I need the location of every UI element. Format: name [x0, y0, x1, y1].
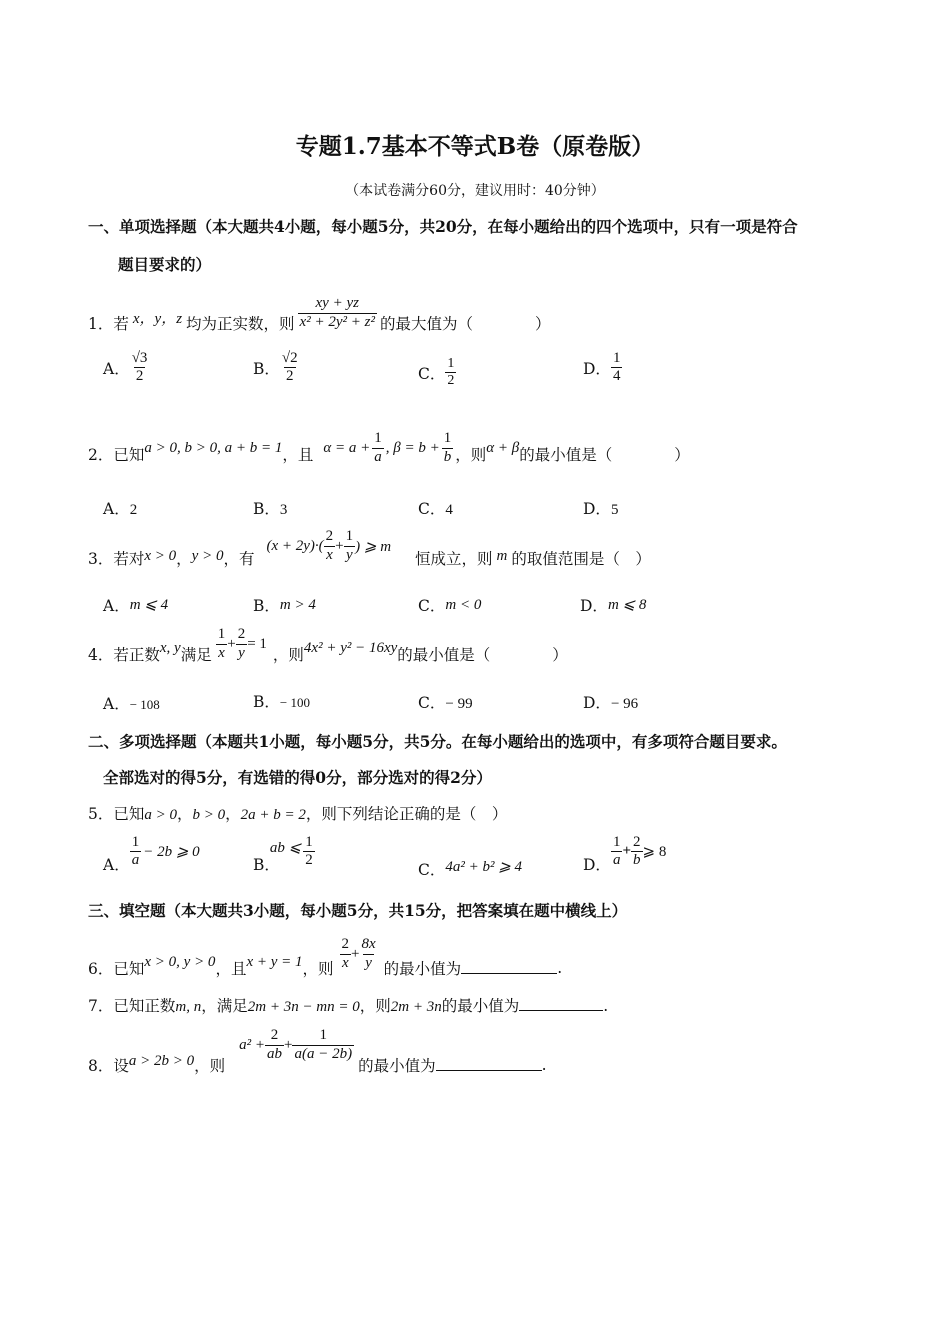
- q1-option-c-frac: [445, 356, 456, 389]
- q5-option-a-rest: − 2b ⩾ 0: [143, 844, 200, 861]
- q5-option-d[interactable]: [583, 834, 667, 874]
- q2-expression: α + β: [486, 439, 520, 456]
- q4-frac-1-den: x: [218, 644, 225, 661]
- q2-option-a[interactable]: [103, 497, 137, 519]
- q6-frac-2: [360, 936, 378, 972]
- q1-option-a[interactable]: [103, 350, 149, 386]
- q5-option-d-f2-den: b: [633, 852, 641, 869]
- q5-option-b-frac: [303, 834, 315, 870]
- q3-sep: ，: [176, 550, 192, 568]
- q5-option-c[interactable]: [418, 858, 522, 880]
- q1-suffix: 的最大值为（ ）: [379, 315, 551, 333]
- q2-option-c[interactable]: [418, 497, 453, 519]
- q2-option-c-value: 4: [445, 502, 453, 518]
- page-title: 专题1.7基本不等式B卷（原卷版）: [295, 133, 655, 160]
- q1-option-a-den: 2: [135, 368, 144, 385]
- q3-frac-2-den: y: [346, 546, 353, 563]
- q1-fraction-denominator: x² + 2y² + z²: [299, 313, 375, 330]
- q2-option-d-label: D．: [583, 500, 611, 518]
- q1-option-a-label: A．: [103, 359, 130, 378]
- q7-suffix: 的最小值为: [441, 997, 520, 1015]
- q1-option-b[interactable]: [253, 350, 300, 386]
- q1-option-c[interactable]: [418, 356, 456, 389]
- q4-suffix: 的最小值是（ ）: [397, 646, 568, 664]
- q6-mid2: ，则: [302, 960, 334, 978]
- q2-option-c-label: C．: [418, 500, 446, 518]
- q6-frac-2-den: y: [365, 954, 372, 971]
- q2-mid2: ，则: [455, 446, 487, 464]
- q4-plus: +: [227, 635, 236, 652]
- q4-option-b-label: B．: [253, 693, 280, 711]
- q4-frac-1-num: 1: [217, 626, 226, 643]
- q3-var-m: m: [496, 547, 508, 564]
- q7-answer-blank[interactable]: [519, 996, 603, 1011]
- q2-frac-a-den: a: [374, 448, 382, 465]
- q3-frac-2-num: 1: [345, 528, 354, 545]
- q4-frac-2-den: y: [238, 644, 245, 661]
- q4-expression: 4x² + y² − 16xy: [303, 639, 398, 656]
- q3-option-a-value: m ⩽ 4: [129, 597, 169, 613]
- q8-frac-2-num: 1: [319, 1027, 328, 1044]
- q7-vars: m, n: [175, 999, 202, 1015]
- q7-mid2: ，则: [359, 997, 391, 1015]
- q3-suffix: 的取值范围是（ ）: [511, 550, 651, 568]
- q3-expression: [266, 528, 391, 564]
- q7-mid: ，满足: [201, 997, 248, 1015]
- q5-option-d-plus: +: [622, 843, 631, 860]
- q4-option-a[interactable]: [103, 692, 160, 714]
- q4-vars: x, y: [159, 639, 181, 656]
- q6-end: .: [557, 959, 563, 977]
- q4-option-d-label: D．: [583, 694, 611, 712]
- question-5: [88, 802, 507, 824]
- q2-frac-a: [372, 430, 384, 466]
- q8-mid: ，则: [194, 1057, 226, 1075]
- q4-option-d[interactable]: [583, 691, 638, 713]
- q3-plus: +: [335, 537, 344, 554]
- q3-frac-2: [344, 528, 356, 564]
- q6-expression: [340, 936, 378, 972]
- q2-option-a-value: 2: [129, 502, 138, 518]
- q6-condition-2: x + y = 1: [246, 953, 303, 970]
- q5-option-b-label: B．: [253, 855, 280, 874]
- q8-frac-1-num: 2: [270, 1027, 279, 1044]
- q3-option-b[interactable]: [253, 594, 316, 616]
- q4-option-c[interactable]: [418, 691, 473, 713]
- q3-frac-1-num: 2: [325, 528, 334, 545]
- q2-option-d-value: 5: [610, 502, 619, 518]
- section3-heading: 三、填空题（本大题共3小题，每小题5分，共15分，把答案填在题中横线上）: [88, 901, 628, 920]
- q5-option-b-left: ab ⩽: [269, 840, 302, 857]
- q8-condition: a > 2b > 0: [128, 1052, 195, 1069]
- q3-option-d[interactable]: [580, 594, 646, 616]
- q1-option-d[interactable]: [583, 350, 622, 386]
- q2-frac-b-num: 1: [443, 430, 452, 447]
- q5-option-b[interactable]: [253, 834, 315, 874]
- q1-option-c-label: C．: [418, 364, 446, 383]
- q6-answer-blank[interactable]: [461, 959, 557, 974]
- q4-option-b-value: − 100: [279, 695, 310, 710]
- question-4: [88, 626, 568, 682]
- q5-sep-1: ，: [177, 805, 193, 823]
- q4-mid2: ，则: [272, 646, 304, 664]
- q1-option-b-frac: [280, 350, 300, 386]
- q5-option-b-den: 2: [305, 852, 313, 869]
- q2-frac-b-den: b: [443, 448, 452, 465]
- q5-option-a-label: A．: [103, 855, 130, 874]
- q4-option-c-label: C．: [418, 694, 446, 712]
- q2-mid: ，且: [282, 446, 314, 464]
- q7-end: .: [603, 997, 609, 1015]
- q3-option-b-value: m > 4: [279, 597, 316, 613]
- q5-option-d-f1-den: a: [612, 852, 621, 869]
- q6-frac-1: [340, 936, 352, 972]
- q4-mid: 满足: [180, 646, 212, 664]
- q4-prefix: 4．若正数: [88, 646, 160, 664]
- q6-prefix: 6．已知: [88, 960, 145, 978]
- q8-term-1: a² +: [239, 1036, 266, 1053]
- q5-option-d-f1-num: 1: [612, 834, 621, 850]
- q5-suffix: ，则下列结论正确的是（ ）: [305, 805, 508, 823]
- q1-option-d-num: 1: [612, 350, 621, 366]
- q8-frac-1: [265, 1027, 284, 1063]
- q2-option-b-label: B．: [253, 500, 280, 518]
- q2-def-beta: , β = b +: [385, 439, 440, 456]
- q1-option-d-frac: [611, 350, 623, 386]
- q3-expr-right: ) ⩾ m: [355, 538, 392, 555]
- q4-frac-1: [216, 626, 228, 662]
- q2-prefix: 2．已知: [88, 446, 145, 464]
- q6-condition: x > 0, y > 0: [144, 953, 216, 970]
- q4-frac-2: [236, 626, 248, 662]
- q3-option-b-label: B．: [253, 597, 280, 615]
- q7-prefix: 7．已知正数: [88, 997, 176, 1015]
- section1-heading-line1: 一、单项选择题（本大题共4小题，每小题5分，共20分，在每小题给出的四个选项中，只有一项是符合: [88, 217, 798, 236]
- q5-sep-2: ，: [225, 805, 241, 823]
- q3-option-c-label: C．: [418, 597, 446, 615]
- q6-frac-2-num: 8x: [361, 936, 376, 953]
- q6-mid: ，且: [215, 960, 247, 978]
- q5-option-b-num: 1: [305, 834, 313, 850]
- question-1: [88, 286, 550, 360]
- q7-condition: 2m + 3n − mn = 0: [247, 999, 360, 1015]
- question-6: [88, 928, 562, 980]
- q4-option-a-value: − 108: [129, 697, 160, 712]
- q1-option-c-num: 1: [447, 356, 455, 371]
- q4-condition: [216, 626, 267, 662]
- q2-frac-a-num: 1: [374, 430, 382, 447]
- question-2: [88, 430, 690, 478]
- section2-heading-line1: 二、多项选择题（本题共1小题，每小题5分，共5分。在每小题给出的选项中，有多项符合题目要求。: [88, 732, 787, 751]
- q1-option-b-label: B．: [253, 359, 280, 378]
- q5-option-a-den: a: [131, 852, 140, 869]
- q4-eq: = 1: [247, 635, 267, 652]
- section2-heading-line2: 全部选对的得5分，有选错的得0分，部分选对的得2分）: [103, 768, 492, 787]
- q6-suffix: 的最小值为: [383, 960, 462, 978]
- q1-vars: x，y，z: [132, 310, 183, 327]
- q4-frac-2-num: 2: [237, 626, 246, 643]
- q5-option-d-frac-2: [631, 834, 643, 870]
- page-subtitle: （本试卷满分60分，建议用时：40分钟）: [345, 183, 605, 199]
- q1-option-a-frac: [130, 350, 150, 386]
- q4-option-b[interactable]: [253, 690, 310, 712]
- q1-prefix: 1．若: [88, 315, 129, 333]
- q5-option-c-value: 4a² + b² ⩾ 4: [445, 859, 523, 875]
- q6-frac-1-den: x: [341, 954, 349, 971]
- q8-plus: +: [284, 1036, 293, 1053]
- q6-frac-1-num: 2: [341, 936, 350, 953]
- q6-plus: +: [351, 945, 360, 962]
- q1-option-b-num: √2: [281, 350, 298, 366]
- q5-cond-b: b > 0: [192, 807, 226, 823]
- q8-answer-blank[interactable]: [436, 1056, 542, 1071]
- q4-option-a-label: A．: [103, 695, 130, 713]
- q3-prefix: 3．若对: [88, 550, 145, 568]
- q8-frac-2-den: a(a − 2b): [294, 1045, 353, 1062]
- q3-option-a-label: A．: [103, 597, 130, 615]
- q8-expression: [239, 1027, 354, 1063]
- q3-option-d-value: m ⩽ 8: [607, 597, 647, 613]
- question-3: [88, 528, 651, 584]
- q2-def-alpha: α = a +: [323, 439, 371, 456]
- q2-option-b[interactable]: [253, 497, 287, 519]
- question-7: [88, 994, 608, 1016]
- q5-cond-sum: 2a + b = 2: [240, 807, 306, 823]
- q5-option-d-label: D．: [583, 855, 611, 874]
- q2-condition: a > 0, b > 0, a + b = 1: [144, 439, 283, 456]
- q3-expr-left: (x + 2y)·(: [266, 537, 324, 554]
- question-8: [88, 1024, 547, 1078]
- q2-frac-b: [442, 430, 454, 466]
- q8-frac-1-den: ab: [267, 1045, 283, 1062]
- q3-frac-1-den: x: [326, 546, 333, 563]
- q1-mid: 均为正实数，则: [186, 315, 295, 333]
- q2-option-d[interactable]: [583, 497, 618, 519]
- q8-suffix: 的最小值为: [358, 1057, 436, 1075]
- q2-option-b-value: 3: [279, 502, 288, 518]
- q5-prefix: 5．已知: [88, 805, 145, 823]
- q5-option-c-label: C．: [418, 861, 446, 879]
- q3-option-a[interactable]: [103, 594, 168, 616]
- q7-expression: 2m + 3n: [390, 999, 442, 1015]
- q8-end: .: [541, 1056, 547, 1074]
- q3-cond-y: y > 0: [191, 547, 224, 564]
- q5-option-a[interactable]: [103, 834, 200, 874]
- q1-option-a-num: √3: [131, 350, 148, 366]
- q2-suffix: 的最小值是（ ）: [519, 446, 690, 464]
- q8-frac-2: [292, 1027, 354, 1063]
- q1-option-b-den: 2: [286, 368, 294, 385]
- section1-heading-line2: 题目要求的）: [118, 255, 212, 274]
- q3-mid: ，有: [223, 550, 255, 568]
- q5-option-a-num: 1: [131, 834, 140, 850]
- q2-option-a-label: A．: [103, 500, 130, 518]
- q3-frac-1: [324, 528, 336, 564]
- q1-option-d-den: 4: [612, 368, 621, 385]
- q3-post1: 恒成立，则: [415, 550, 493, 568]
- q5-option-a-frac: [130, 834, 142, 870]
- q4-option-c-value: − 99: [445, 696, 473, 712]
- q1-fraction: [298, 295, 377, 331]
- q3-option-c[interactable]: [418, 594, 481, 616]
- q3-cond-x: x > 0: [144, 547, 177, 564]
- q3-option-c-value: m < 0: [445, 597, 482, 613]
- q5-option-d-rest: ⩾ 8: [642, 844, 667, 861]
- q3-option-d-label: D．: [580, 597, 608, 615]
- q5-cond-a: a > 0: [144, 807, 177, 823]
- q5-option-d-f2-num: 2: [633, 834, 641, 850]
- q1-option-d-label: D．: [583, 359, 611, 378]
- q5-option-d-frac-1: [611, 834, 623, 870]
- q1-fraction-numerator: xy + yz: [315, 295, 359, 312]
- q4-option-d-value: − 96: [610, 696, 639, 712]
- q1-option-c-den: 2: [447, 373, 455, 389]
- q8-prefix: 8．设: [88, 1057, 129, 1075]
